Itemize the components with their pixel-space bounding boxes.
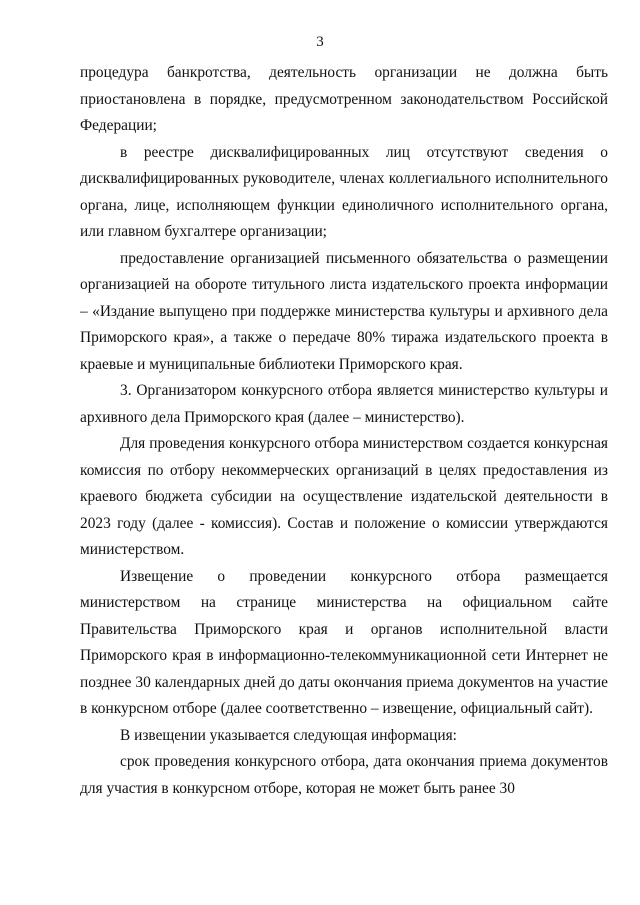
paragraph-organizer: 3. Организатором конкурсного отбора является министерство культуры и архивного дела Приморского края (далее – министерство). (80, 382, 608, 426)
paragraph-publication-obligation: предоставление организацией письменного обязательства о размещении организацией на обороте титульного листа издательского проекта информации – «Издание выпущено при поддержке министерства культуры и архивного дела Приморского края», а также о передаче 80% тиража издательского проекта в краевые и муниципальные библиотеки Приморского края. (80, 249, 608, 373)
paragraph-disqualified-registry: в реестре дисквалифицированных лиц отсутствуют сведения о дисквалифицированных руководителе, членах коллегиального исполнительного органа, лице, исполняющем функции единоличного исполнительного органа, или главном бухгалтере организации; (80, 143, 608, 240)
paragraph-commission: Для проведения конкурсного отбора министерством создается конкурсная комиссия по отбору некоммерческих организаций в целях предоставления из краевого бюджета субсидии на осуществление издательской деятельности в 2023 году (далее - комиссия). Состав и положение о комиссии утверждаются министерством. (80, 435, 608, 558)
paragraph-bankruptcy-condition: процедура банкротства, деятельность организации не должна быть приостановлена в порядке, предусмотренном законодательством Российской Федерации; (80, 64, 608, 134)
paragraph-selection-deadline: срок проведения конкурсного отбора, дата окончания приема документов для участия в конкурсном отборе, которая не может быть ранее 30 (80, 753, 608, 797)
document-body (80, 60, 608, 802)
page-number: 3 (316, 34, 324, 50)
paragraph-notice-info-heading: В извещении указывается следующая информация: (120, 726, 457, 744)
paragraph-notice-placement: Извещение о проведении конкурсного отбора размещается министерством на странице министерства на официальном сайте Правительства Приморского края и органов исполнительной власти Приморского края в информационно-телекоммуникационной сети Интернет не позднее 30 календарных дней до даты окончания приема документов на участие в конкурсном отборе (далее соответственно – извещение, официальный сайт). (80, 567, 608, 717)
